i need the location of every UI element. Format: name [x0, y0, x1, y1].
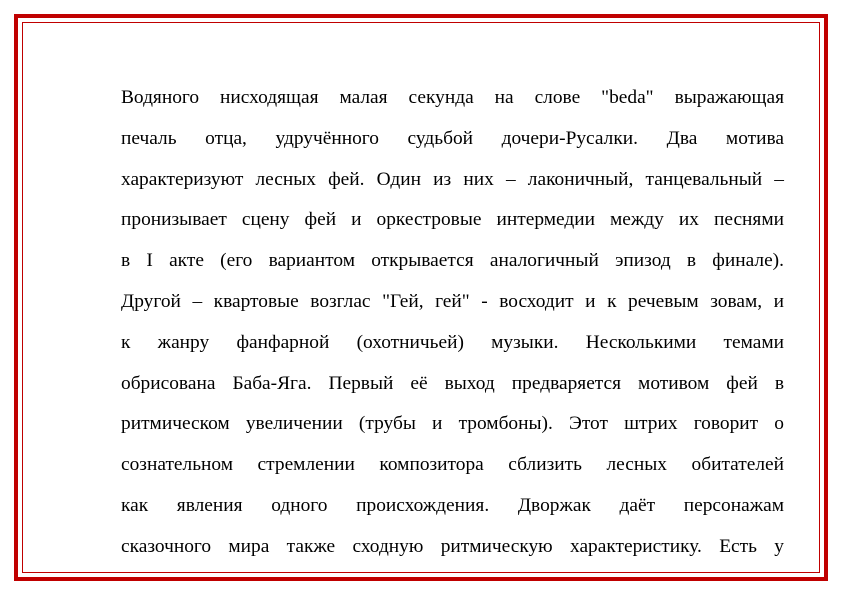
text-line-11: как явления одного происхождения. Дворжак даёт персонажам	[121, 494, 784, 516]
text-line-8: обрисована Баба-Яга. Первый её выход предваряется мотивом фей в	[121, 372, 784, 394]
body-text	[121, 78, 784, 568]
text-line-10: сознательном стремлении композитора сблизить лесных обитателей	[121, 454, 784, 476]
text-line-4: пронизывает сцену фей и оркестровые интермедии между их песнями	[121, 209, 784, 231]
text-line-12: сказочного мира также сходную ритмическую характеристику. Есть у	[121, 535, 784, 557]
text-line-5: в I акте (его вариантом открывается аналогичный эпизод в финале).	[121, 250, 784, 272]
text-line-6: Другой – квартовые возглас "Гей, гей" - восходит и к речевым зовам, и	[121, 290, 784, 312]
text-line-1: Водяного нисходящая малая секунда на слове "beda" выражающая	[121, 87, 784, 108]
text-line-3: характеризуют лесных фей. Один из них – лаконичный, танцевальный –	[121, 168, 784, 190]
text-line-7: к жанру фанфарной (охотничьей) музыки. Несколькими темами	[121, 331, 784, 353]
text-line-2: печаль отца, удручённого судьбой дочери-Русалки. Два мотива	[121, 127, 784, 149]
text-line-9: ритмическом увеличении (трубы и тромбоны). Этот штрих говорит о	[121, 413, 784, 435]
